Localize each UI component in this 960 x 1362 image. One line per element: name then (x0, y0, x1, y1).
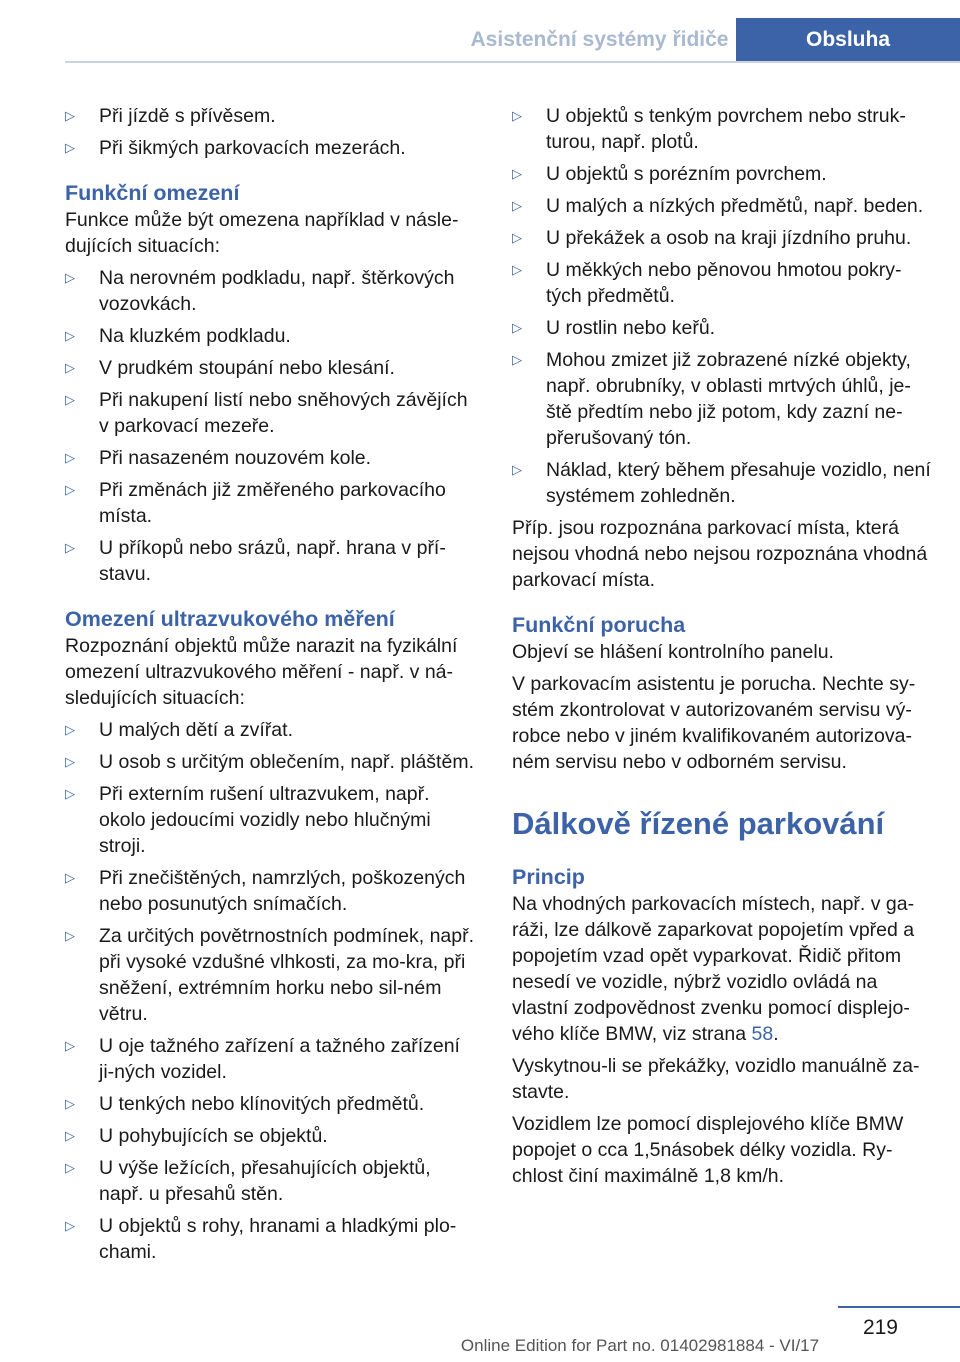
triangle-bullet-icon: ▷ (65, 450, 75, 465)
ultrasonic-intro: Rozpoznání objektů může narazit na fyzikální omezení ultrazvukového měření - např. v ná-sledujících situacích: (65, 635, 458, 709)
triangle-bullet-icon: ▷ (65, 928, 75, 943)
list-item: ▷ Při nasazeném nouzovém kole. (65, 447, 372, 469)
right-bullet-list (512, 103, 932, 509)
fault-paragraph-1: Objeví se hlášení kontrolního panelu. (512, 641, 834, 663)
list-item: ▷ Mohou zmizet již zobrazené nízké objekty, např. obrubníky, v oblasti mrtvých úhlů, je-ště předtím nebo již potom, kdy zazní ne-přerušovaný tón. (512, 349, 911, 449)
footer-divider (838, 1306, 960, 1308)
triangle-bullet-icon: ▷ (65, 870, 75, 885)
list-item: ▷ Při jízdě s přívěsem. (65, 105, 276, 127)
ultrasonic-bullet-list (65, 717, 480, 1265)
list-item: ▷ U příkopů nebo srázů, např. hrana v pří-stavu. (65, 537, 446, 585)
list-item: ▷ U překážek a osob na kraji jízdního pruhu. (512, 227, 912, 249)
list-item: ▷ Za určitých povětrnostních podmínek, např. při vysoké vzdušné vlhkosti, za mo-kra, při sněžení, extrémním horku nebo sil-ném větru. (65, 925, 475, 1025)
triangle-bullet-icon: ▷ (65, 360, 75, 375)
limits-bullet-list (65, 265, 480, 587)
triangle-bullet-icon: ▷ (65, 1096, 75, 1111)
triangle-bullet-icon: ▷ (512, 198, 522, 213)
header-divider (65, 61, 960, 63)
triangle-bullet-icon: ▷ (65, 328, 75, 343)
list-item: ▷ Při šikmých parkovacích mezerách. (65, 137, 406, 159)
triangle-bullet-icon: ▷ (512, 166, 522, 181)
fault-paragraph-2: V parkovacím asistentu je porucha. Nechte sy-stém zkontrolovat v autorizovaném servisu vý-robce nebo v jiném kvalifikovaném autorizova-ném servisu nebo v odborném servisu. (512, 673, 916, 773)
triangle-bullet-icon: ▷ (512, 230, 522, 245)
list-item: ▷ U malých dětí a zvířat. (65, 719, 293, 741)
triangle-bullet-icon: ▷ (65, 1128, 75, 1143)
left-column (65, 103, 480, 1271)
list-item: ▷ Při externím rušení ultrazvukem, např. okolo jedoucími vozidly nebo hlučnými stroji. (65, 783, 431, 857)
triangle-bullet-icon: ▷ (65, 540, 75, 555)
triangle-bullet-icon: ▷ (65, 1160, 75, 1175)
chapter-heading: Dálkově řízené parkování (512, 806, 885, 841)
triangle-bullet-icon: ▷ (65, 392, 75, 407)
principle-paragraph-1: Na vhodných parkovacích místech, např. v ga-ráži, lze dálkově zaparkovat popojetím vpřed a popojetím vzad opět vyparkovat. Řidič přitom nesedí ve vozidle, nýbrž vozidlo ovládá na vlastní zodpovědnost zvenku pomocí displejo-vého klíče BMW, viz strana 58. (512, 893, 915, 1045)
list-item: ▷ U objektů s porézním povrchem. (512, 163, 827, 185)
list-item: ▷ U objektů s tenkým povrchem nebo struk-turou, např. plotů. (512, 105, 906, 153)
list-item: ▷ Při nakupení listí nebo sněhových závějích v parkovací mezeře. (65, 389, 468, 437)
triangle-bullet-icon: ▷ (512, 462, 522, 477)
top-bullet-list (65, 103, 480, 161)
list-item: ▷ Při změnách již změřeného parkovacího místa. (65, 479, 446, 527)
triangle-bullet-icon: ▷ (65, 722, 75, 737)
section-heading-ultrasonic: Omezení ultrazvukového měření (65, 607, 395, 631)
list-item: ▷ U osob s určitým oblečením, např. pláštěm. (65, 751, 474, 773)
list-item: ▷ V prudkém stoupání nebo klesání. (65, 357, 395, 379)
list-item: ▷ Při znečištěných, namrzlých, poškozených nebo posunutých snímačích. (65, 867, 466, 915)
edition-footer: Online Edition for Part no. 01402981884 - VI/17 (460, 1336, 820, 1355)
section-heading-principle: Princip (512, 865, 585, 889)
limits-intro: Funkce může být omezena například v násle-dujících situacích: (65, 209, 459, 257)
triangle-bullet-icon: ▷ (512, 108, 522, 123)
principle-paragraph-3: Vozidlem lze pomocí displejového klíče BMW popojet o cca 1,5násobek délky vozidla. Ry-chlost činí maximálně 1,8 km/h. (512, 1113, 904, 1187)
triangle-bullet-icon: ▷ (512, 262, 522, 277)
list-item: ▷ U rostlin nebo keřů. (512, 317, 716, 339)
list-item: ▷ Náklad, který během přesahuje vozidlo, není systémem zohledněn. (512, 459, 931, 507)
right-column (512, 103, 932, 1195)
triangle-bullet-icon: ▷ (65, 1038, 75, 1053)
list-item: ▷ Na kluzkém podkladu. (65, 325, 291, 347)
list-item: ▷ U tenkých nebo klínovitých předmětů. (65, 1093, 425, 1115)
page-number: 219 (862, 1316, 898, 1339)
triangle-bullet-icon: ▷ (65, 108, 75, 123)
section-heading-limits: Funkční omezení (65, 181, 240, 205)
list-item: ▷ U malých a nízkých předmětů, např. beden. (512, 195, 924, 217)
triangle-bullet-icon: ▷ (65, 482, 75, 497)
list-item: ▷ U výše ležících, přesahujících objektů, např. u přesahů stěn. (65, 1157, 431, 1205)
list-item: ▷ Na nerovném podkladu, např. štěrkových vozovkách. (65, 267, 455, 315)
section-heading-fault: Funkční porucha (512, 613, 686, 637)
principle-paragraph-2: Vyskytnou-li se překážky, vozidlo manuálně za-stavte. (512, 1055, 920, 1103)
triangle-bullet-icon: ▷ (65, 1218, 75, 1233)
list-item: ▷ U pohybujících se objektů. (65, 1125, 328, 1147)
header-chapter-tab: Obsluha (736, 18, 960, 62)
list-item: ▷ U měkkých nebo pěnovou hmotou pokry-tých předmětů. (512, 259, 902, 307)
list-item: ▷ U oje tažného zařízení a tažného zařízení ji-ných vozidel. (65, 1035, 460, 1083)
note-paragraph: Příp. jsou rozpoznána parkovací místa, která nejsou vhodná nebo nejsou rozpoznána vhodná parkovací místa. (512, 517, 928, 591)
triangle-bullet-icon: ▷ (65, 786, 75, 801)
triangle-bullet-icon: ▷ (65, 754, 75, 769)
page-reference-link[interactable]: 58 (751, 1023, 774, 1045)
triangle-bullet-icon: ▷ (512, 352, 522, 367)
list-item: ▷ U objektů s rohy, hranami a hladkými plo-chami. (65, 1215, 457, 1263)
triangle-bullet-icon: ▷ (65, 270, 75, 285)
header-section-tab: Asistenční systémy řidiče (464, 18, 735, 62)
triangle-bullet-icon: ▷ (65, 140, 75, 155)
triangle-bullet-icon: ▷ (512, 320, 522, 335)
